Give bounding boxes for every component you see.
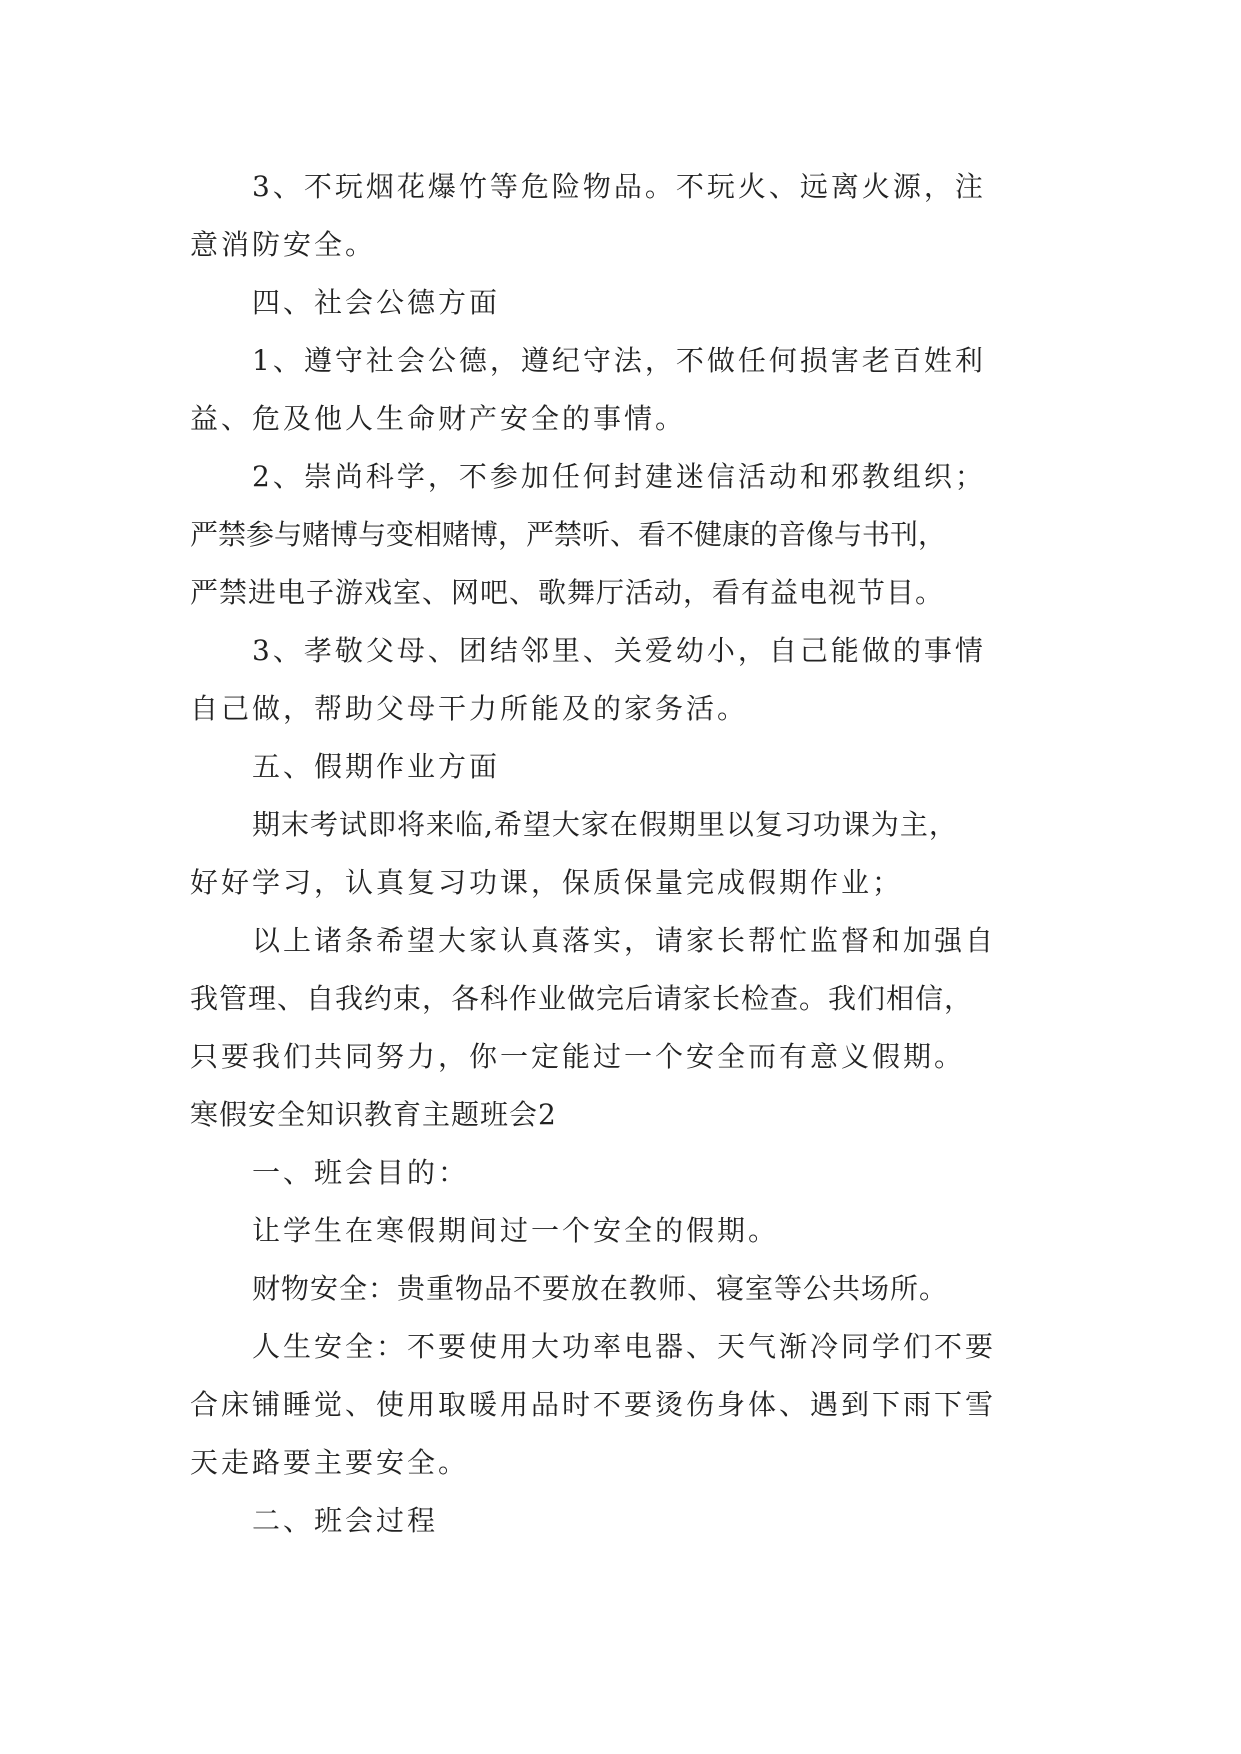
text-line: 以上诸条希望大家认真落实，请家长帮忙监督和加强自 [252,924,997,957]
text-line: 五、假期作业方面 [252,750,501,783]
text-line: 严禁进电子游戏室、网吧、歌舞厅活动，看有益电视节目。 [190,576,945,609]
text-line: 让学生在寒假期间过一个安全的假期。 [252,1214,780,1247]
text-line: 财物安全：贵重物品不要放在教师、寝室等公共场所。 [252,1272,949,1305]
document-body [190,158,1050,1550]
text-line: 3、不玩烟花爆竹等危险物品。不玩火、远离火源，注 [252,170,986,203]
text-line: 1、遵守社会公德，遵纪守法，不做任何损害老百姓利 [252,344,986,377]
text-line: 人生安全：不要使用大功率电器、天气渐冷同学们不要 [252,1330,997,1363]
document-title-2 [190,1086,1050,1144]
paragraph-homework [190,796,1050,912]
paragraph-social-ethics-2 [190,448,1050,622]
text-line: 天走路要主要安全。 [190,1446,470,1479]
section-heading-process [190,1492,1050,1550]
text-line: 3、孝敬父母、团结邻里、关爱幼小，自己能做的事情 [252,634,986,667]
section-heading-purpose [190,1144,1050,1202]
text-line: 自己做，帮助父母干力所能及的家务活。 [190,692,749,725]
text-line: 期末考试即将来临,希望大家在假期里以复习功课为主， [252,808,958,841]
paragraph-property-safety [190,1260,1050,1318]
text-line: 合床铺睡觉、使用取暖用品时不要烫伤身体、遇到下雨下雪 [190,1388,997,1421]
text-line: 好好学习，认真复习功课，保质保量完成假期作业； [190,866,904,899]
paragraph-purpose [190,1202,1050,1260]
text-line: 寒假安全知识教育主题班会2 [190,1098,557,1131]
paragraph-conclusion [190,912,1050,1086]
text-line: 严禁参与赌博与变相赌博，严禁听、看不健康的音像与书刊， [190,518,947,551]
text-line: 一、班会目的： [252,1156,470,1189]
text-line: 我管理、自我约束，各科作业做完后请家长检查。我们相信， [190,982,974,1015]
text-line: 2、崇尚科学，不参加任何封建迷信活动和邪教组织； [252,460,986,493]
text-line: 二、班会过程 [252,1504,439,1537]
paragraph-fire-safety [190,158,1050,274]
paragraph-personal-safety [190,1318,1050,1492]
text-line: 益、危及他人生命财产安全的事情。 [190,402,687,435]
text-line: 四、社会公德方面 [252,286,501,319]
paragraph-social-ethics-3 [190,622,1050,738]
section-heading-homework [190,738,1050,796]
text-line: 意消防安全。 [190,228,377,261]
paragraph-social-ethics-1 [190,332,1050,448]
text-line: 只要我们共同努力，你一定能过一个安全而有意义假期。 [190,1040,966,1073]
section-heading-social-ethics [190,274,1050,332]
